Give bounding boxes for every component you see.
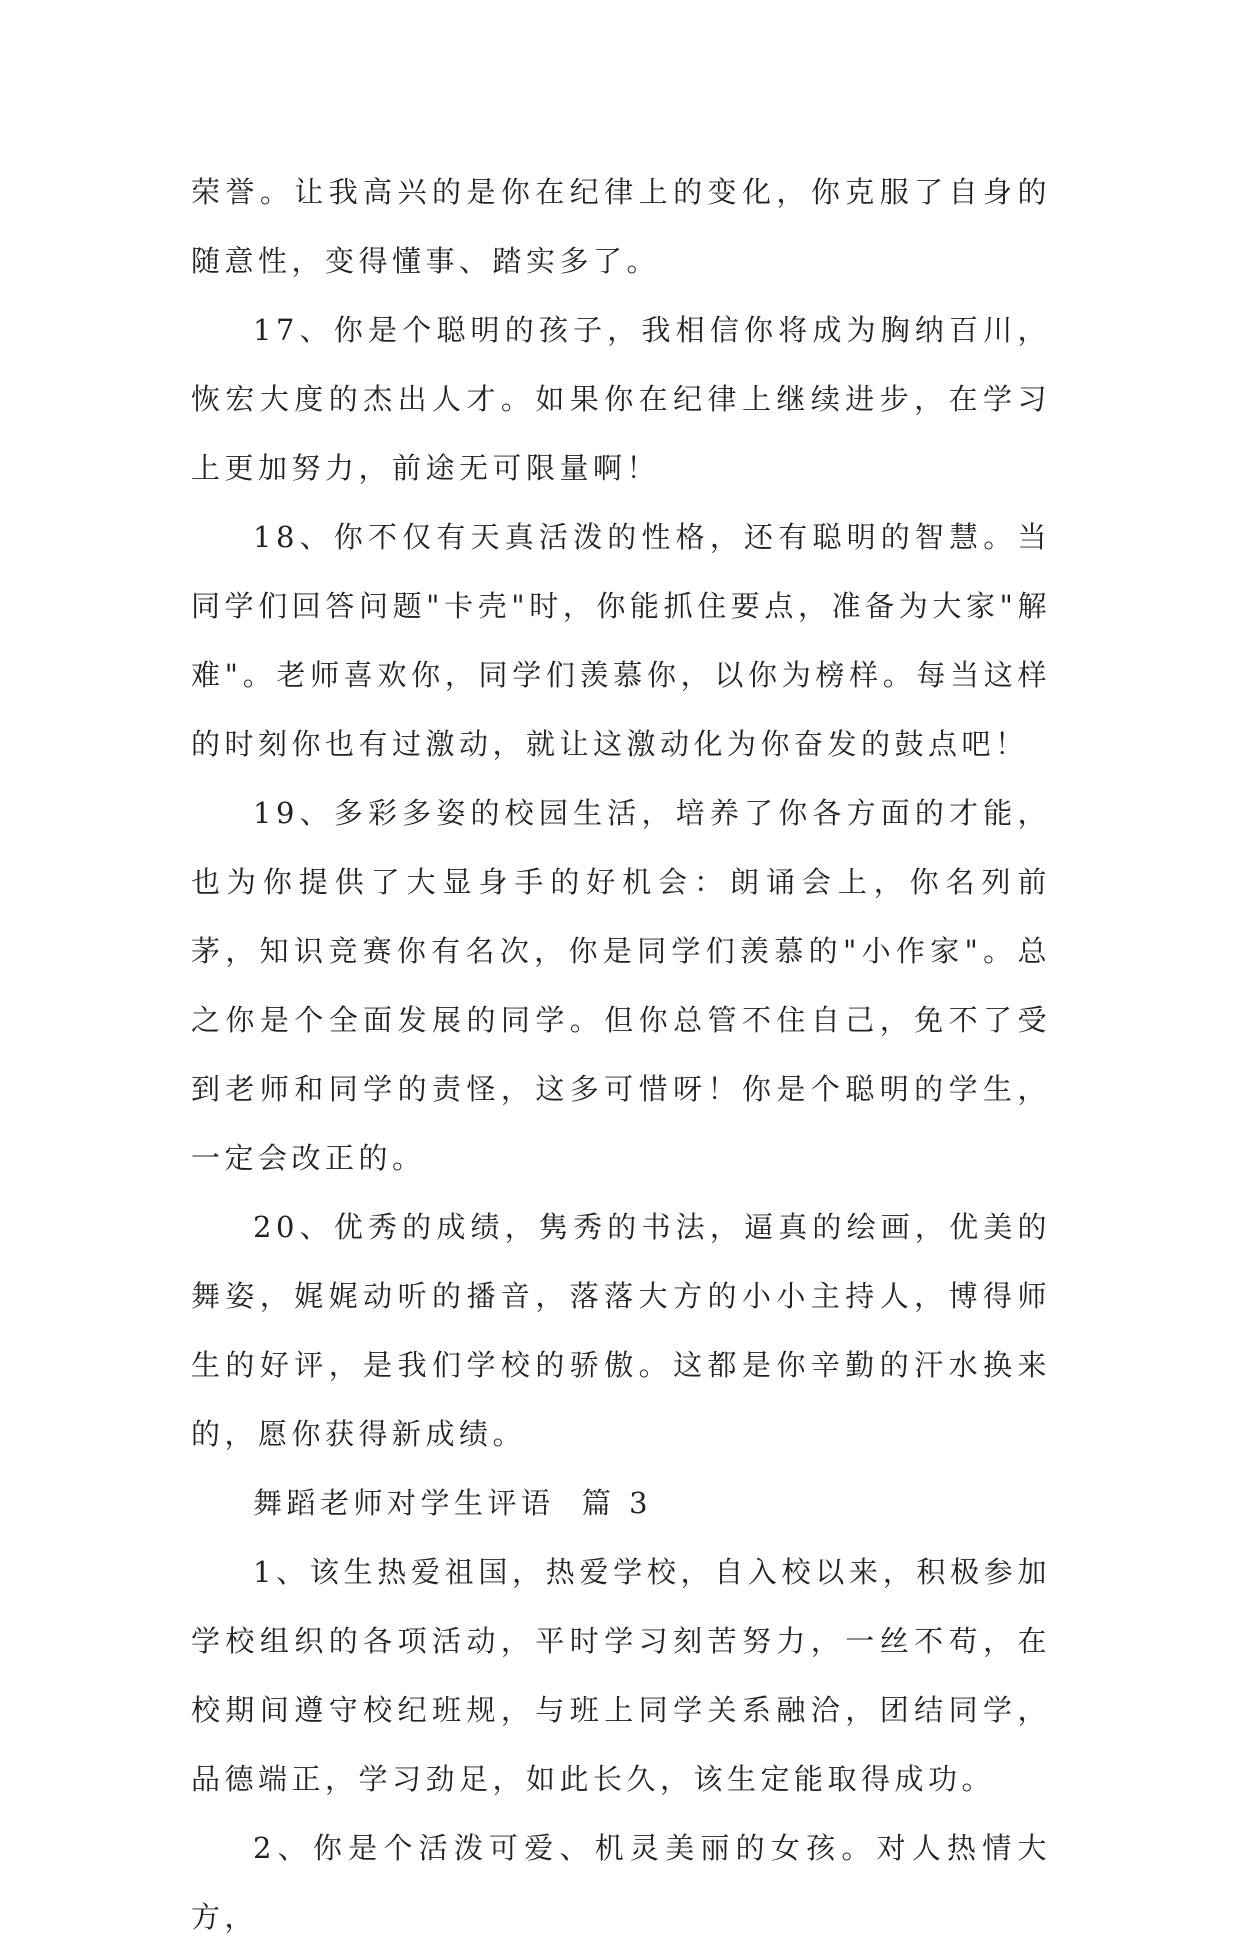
paragraph-item-18: 18、你不仅有天真活泼的性格，还有聪明的智慧。当同学们回答问题"卡壳"时，你能抓住要点，准备为大家"解难"。老师喜欢你，同学们羡慕你，以你为榜样。每当这样的时刻你也有过激动，就让这激动化为你奋发的鼓点吧！ xyxy=(191,520,1051,761)
paragraph-continued: 荣誉。让我高兴的是你在纪律上的变化，你克服了自身的随意性，变得懂事、踏实多了。 xyxy=(191,175,1051,278)
paragraph-item-19: 19、多彩多姿的校园生活，培养了你各方面的才能，也为你提供了大显身手的好机会：朗诵会上，你名列前茅，知识竞赛你有名次，你是同学们羡慕的"小作家"。总之你是个全面发展的同学。但你总管不住自己，免不了受到老师和同学的责怪，这多可惜呀！你是个聪明的学生，一定会改正的。 xyxy=(191,796,1051,1175)
paragraph-item-17: 17、你是个聪明的孩子，我相信你将成为胸纳百川，恢宏大度的杰出人才。如果你在纪律上继续进步，在学习上更加努力，前途无可限量啊！ xyxy=(191,313,1051,485)
section-heading: 舞蹈老师对学生评语 篇 3 xyxy=(253,1486,653,1520)
paragraph-item-2: 2、你是个活泼可爱、机灵美丽的女孩。对人热情大方， xyxy=(191,1831,1051,1934)
document-body xyxy=(191,158,1051,1952)
paragraph-item-1: 1、该生热爱祖国，热爱学校，自入校以来，积极参加学校组织的各项活动，平时学习刻苦努力，一丝不苟，在校期间遵守校纪班规，与班上同学关系融洽，团结同学，品德端正，学习劲足，如此长久，该生定能取得成功。 xyxy=(191,1555,1051,1796)
paragraph-item-20: 20、优秀的成绩，隽秀的书法，逼真的绘画，优美的舞姿，娓娓动听的播音，落落大方的小小主持人，博得师生的好评，是我们学校的骄傲。这都是你辛勤的汗水换来的，愿你获得新成绩。 xyxy=(191,1210,1051,1451)
